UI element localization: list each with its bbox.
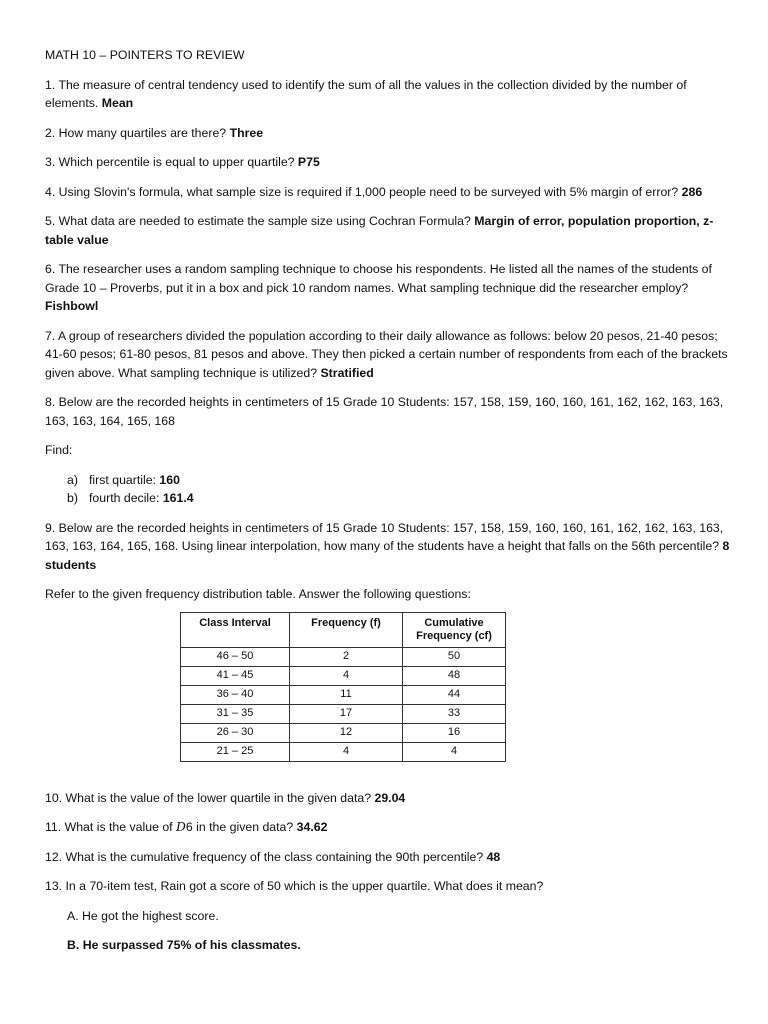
answer: 161.4 — [162, 491, 194, 505]
question-text: 2. How many quartiles are there? — [45, 125, 227, 140]
answer: 29.04 — [374, 790, 406, 805]
page-title: MATH 10 – POINTERS TO REVIEW — [45, 48, 245, 62]
table-cell: 26 – 30 — [181, 723, 290, 742]
question-text: 7. A group of researchers divided the population according to their daily allowance as follows: below 20 pesos, 21-40 pesos; 41-60 pesos; 61-80 pesos, 81 pesos and above. They then picked a certain number of respondents from each of the brackets given above. What sampling technique is utilized? — [45, 328, 728, 380]
answer: P75 — [297, 155, 320, 169]
table-header-row — [181, 612, 506, 647]
table-cell: 31 – 35 — [181, 704, 290, 723]
table-cell: 12 — [290, 723, 403, 742]
question-text-tail: in the given data? — [196, 820, 294, 834]
table-cell: 33 — [403, 704, 506, 723]
table-cell: 16 — [403, 723, 506, 742]
question-1 — [45, 76, 730, 113]
question-text: 13. In a 70-item test, Rain got a score of 50 which is the upper quartile. What does it mean? — [45, 879, 544, 893]
table-header-cell: Class Interval — [181, 612, 290, 647]
answer: 8 students — [45, 539, 730, 572]
question-10 — [45, 789, 730, 808]
list-item-label: a) — [67, 472, 78, 487]
table-cell: 36 – 40 — [181, 685, 290, 704]
answer: 34.62 — [296, 820, 328, 834]
question-13 — [45, 877, 730, 896]
table-row — [181, 723, 506, 742]
table-cell: 41 – 45 — [181, 666, 290, 685]
question-text: 1. The measure of central tendency used to identify the sum of all the values in the collection divided by the number of elements. — [45, 77, 687, 110]
list-item — [67, 489, 730, 508]
answer: Three — [229, 125, 264, 140]
answer: 160 — [159, 472, 180, 487]
question-text: 12. What is the cumulative frequency of the class containing the 90th percentile? — [45, 849, 484, 864]
answer: Fishbowl — [45, 299, 99, 313]
list-item-text: fourth decile: — [89, 491, 160, 505]
question-text: 11. What is the value of — [45, 820, 173, 834]
question-6 — [45, 260, 730, 316]
question-text: 9. Below are the recorded heights in centimeters of 15 Grade 10 Students: 157, 158, 159, 160, 160, 161, 162, 162, 163, 163, 163, 163, 164, 165, 168. Using linear interpolation, how many of the students have a height that falls on the 56th percentile? — [45, 520, 724, 553]
table-cell: 4 — [290, 742, 403, 761]
table-cell: 4 — [403, 742, 506, 761]
question-9 — [45, 519, 730, 575]
table-cell: 44 — [403, 685, 506, 704]
question-5 — [45, 212, 730, 249]
question-text: 10. What is the value of the lower quartile in the given data? — [45, 790, 372, 805]
table-cell: 50 — [403, 647, 506, 666]
find-list — [67, 471, 730, 508]
table-row — [181, 742, 506, 761]
table-cell: 2 — [290, 647, 403, 666]
answer: Stratified — [320, 365, 374, 380]
answer: Margin of error, population proportion, z-table value — [45, 214, 714, 247]
table-row — [181, 704, 506, 723]
answer: 48 — [486, 849, 501, 864]
table-row — [181, 647, 506, 666]
math-subscript: 6 — [185, 820, 193, 834]
question-text: 8. Below are the recorded heights in centimeters of 15 Grade 10 Students: 157, 158, 159, 160, 160, 161, 162, 162, 163, 163, 163, 163, 164, 165, 168 — [45, 395, 724, 428]
list-item — [67, 471, 730, 490]
table-cell: 11 — [290, 685, 403, 704]
table-cell: 48 — [403, 666, 506, 685]
find-label: Find: — [45, 443, 73, 457]
list-item-text: first quartile: — [89, 472, 156, 487]
table-header-cell: Cumulative Frequency (cf) — [403, 612, 506, 647]
answer: 286 — [681, 184, 703, 199]
table-cell: 46 – 50 — [181, 647, 290, 666]
table-header-cell: Frequency (f) — [290, 612, 403, 647]
list-item-label: b) — [67, 491, 78, 505]
choice-a: A. He got the highest score. — [67, 908, 219, 923]
math-symbol: D — [176, 820, 186, 834]
choice-b-correct: B. He surpassed 75% of his classmates. — [67, 938, 301, 952]
question-3 — [45, 153, 730, 172]
table-cell: 4 — [290, 666, 403, 685]
question-8 — [45, 393, 730, 430]
question-text: 5. What data are needed to estimate the sample size using Cochran Formula? — [45, 214, 471, 228]
answer: Mean — [101, 96, 134, 110]
document-page — [45, 46, 730, 966]
question-text: 6. The researcher uses a random sampling technique to choose his respondents. He listed all the names of the students of Grade 10 – Proverbs, put it in a box and pick 10 random names. What sampling technique did the researcher employ? — [45, 262, 712, 295]
question-4 — [45, 183, 730, 202]
table-row — [181, 666, 506, 685]
frequency-table — [180, 612, 506, 762]
question-text: 3. Which percentile is equal to upper quartile? — [45, 155, 295, 169]
table-intro: Refer to the given frequency distribution table. Answer the following questions: — [45, 587, 471, 601]
question-11 — [45, 818, 730, 837]
question-text: 4. Using Slovin's formula, what sample size is required if 1,000 people need to be surveyed with 5% margin of error? — [45, 184, 679, 199]
question-2 — [45, 124, 730, 143]
table-cell: 21 – 25 — [181, 742, 290, 761]
question-12 — [45, 848, 730, 867]
table-cell: 17 — [290, 704, 403, 723]
question-7 — [45, 327, 730, 383]
table-row — [181, 685, 506, 704]
